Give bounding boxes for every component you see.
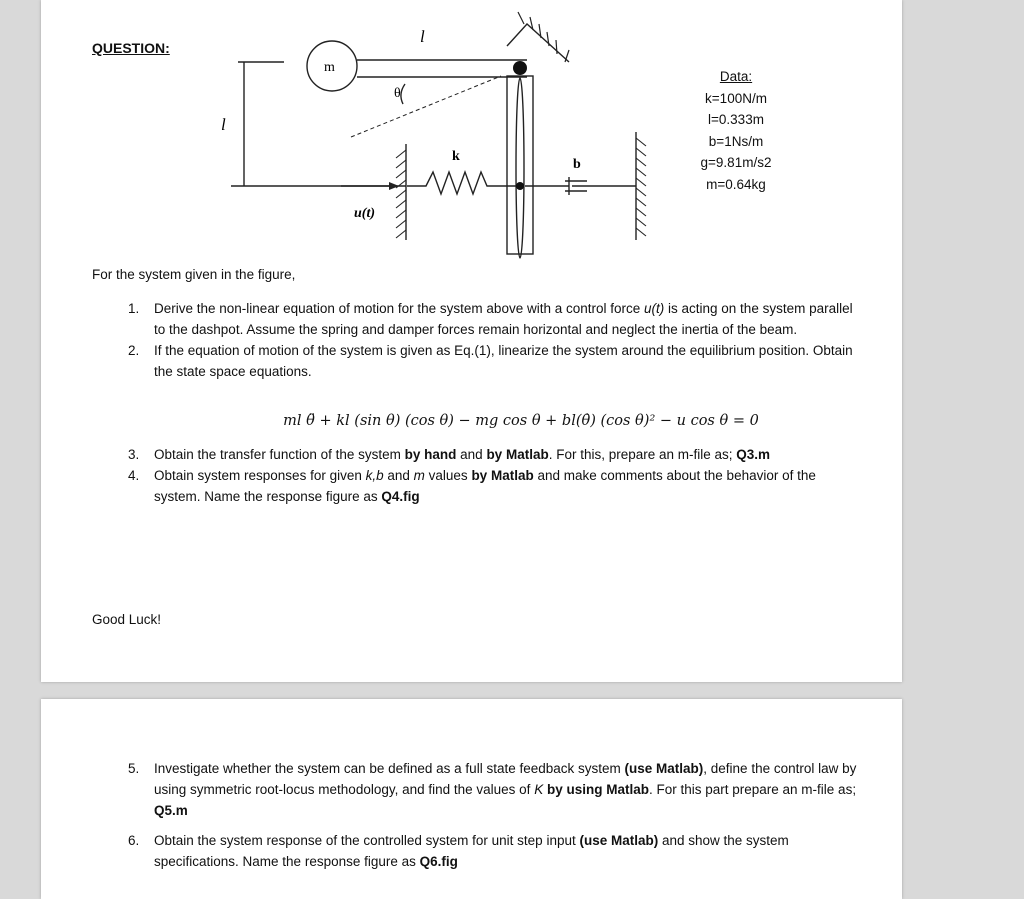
beam-slot — [516, 78, 524, 258]
document-page-1 — [41, 0, 902, 682]
question-list-1-2 — [92, 298, 862, 382]
question-list-3-4 — [92, 444, 862, 507]
label-l-left: l — [221, 115, 226, 134]
question-4: 4. Obtain system responses for given k,b and m values by Matlab and make comments about the behavior of the system. Name the response figure as Q4.fig — [128, 468, 816, 504]
label-b: b — [573, 157, 581, 172]
data-title: Data: — [719, 69, 753, 84]
data-l: l=0.333m — [708, 112, 764, 127]
data-box — [676, 66, 796, 195]
right-wall-hatching — [636, 138, 646, 236]
question-list-5-6 — [92, 758, 862, 872]
equation-1: ml θ̈ + kl (sin θ) (cos θ) − mg cos θ + bl(θ̇) (cos θ)² − u cos θ = 0 — [283, 413, 759, 429]
question-5: 5. Investigate whether the system can be defined as a full state feedback system (use Matlab), define the control law by using symmetric root-locus methodology, and find the values of K by using Matlab. For this part prepare an m-file as; Q5.m — [128, 761, 857, 818]
question-3: 3. Obtain the transfer function of the system by hand and by Matlab. For this, prepare an m-file as; Q3.m — [128, 447, 771, 462]
left-wall-hatching — [396, 150, 406, 238]
pivot-joint — [513, 61, 527, 75]
beam-spring-joint — [516, 182, 524, 190]
data-m: m=0.64kg — [706, 176, 766, 192]
theta-arc — [401, 84, 405, 104]
question-heading: QUESTION: — [92, 40, 170, 56]
label-l-top: l — [420, 27, 425, 46]
label-u: u(t) — [354, 206, 375, 221]
question-1: 1. Derive the non-linear equation of motion for the system above with a control force u(t) is acting on the system parallel to the dashpot. Assume the spring and damper forces remain horizontal and neglect the inertia of the beam. — [128, 301, 853, 337]
force-arrowhead — [389, 182, 399, 190]
label-theta: θ — [394, 86, 401, 101]
intro-text: For the system given in the figure, — [92, 267, 296, 282]
theta-reference-line — [351, 76, 501, 137]
pivot-support — [507, 24, 569, 62]
data-g: g=9.81m/s2 — [700, 155, 772, 170]
label-k: k — [452, 149, 460, 164]
data-k: k=100N/m — [705, 90, 767, 106]
data-b: b=1Ns/m — [708, 133, 764, 149]
vertical-beam — [507, 76, 533, 254]
label-m: m — [324, 60, 335, 75]
spring-k — [407, 172, 520, 194]
question-2: 2. If the equation of motion of the system is given as Eq.(1), linearize the system around the equilibrium position. Obtain the state space equations. — [128, 343, 853, 379]
document-page-2 — [41, 699, 902, 899]
question-6: 6. Obtain the system response of the controlled system for unit step input (use Matlab) and show the system specifications. Name the response figure as Q6.fig — [128, 833, 789, 869]
good-luck-text: Good Luck! — [92, 612, 162, 627]
